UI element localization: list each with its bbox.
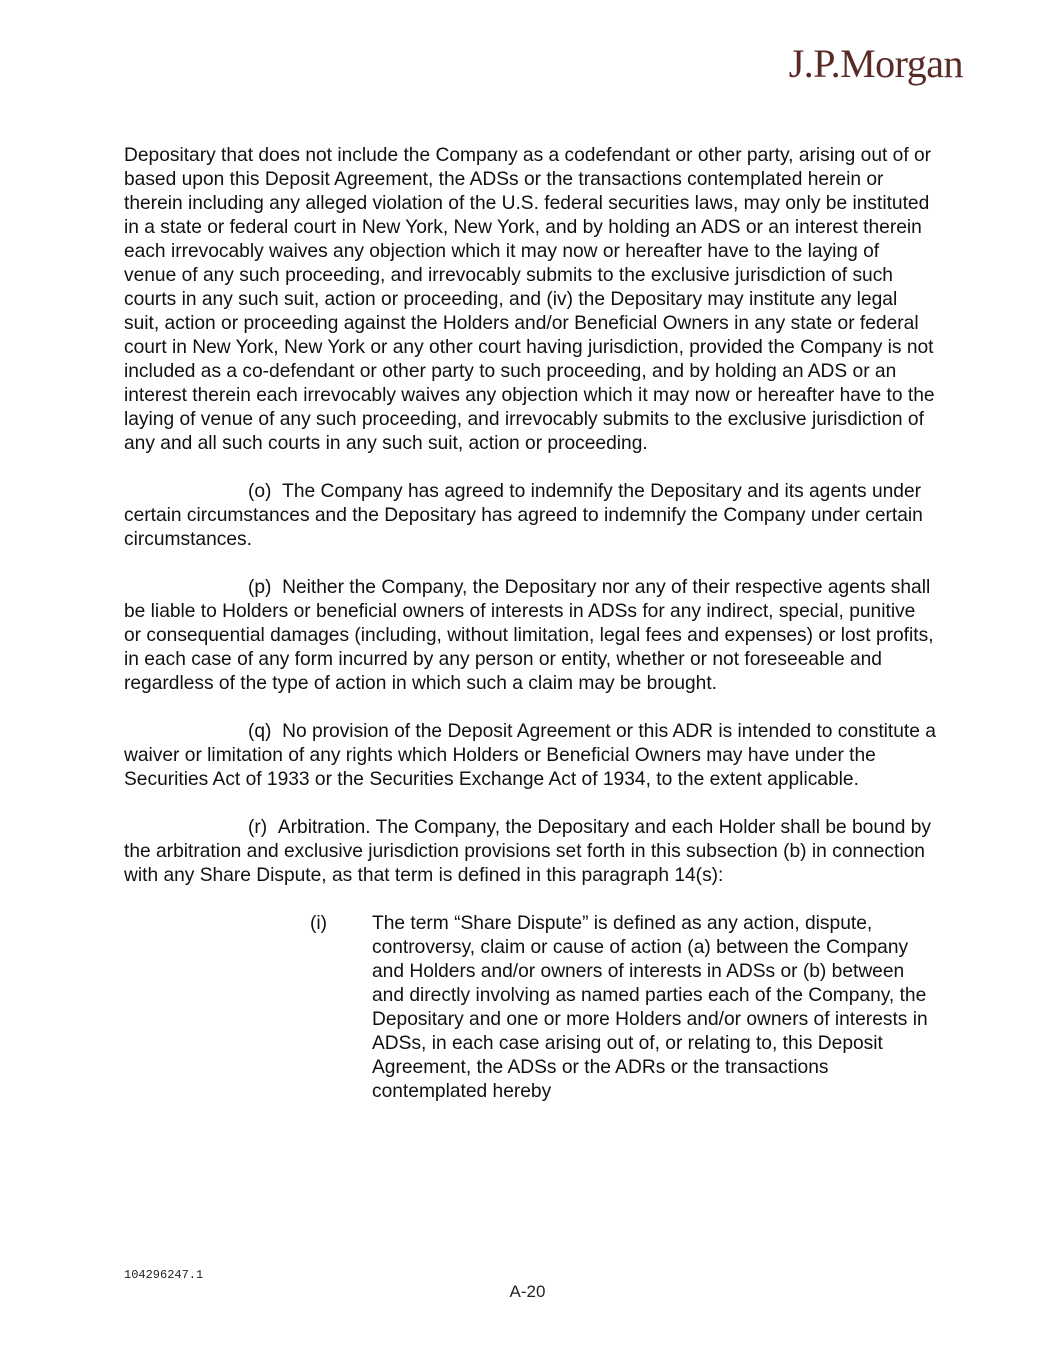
paragraph-p [124,576,936,696]
document-id: 104296247.1 [124,1268,204,1282]
paragraph-label: (r) [248,817,268,838]
continuation-paragraph: Depositary that does not include the Company as a codefendant or other party, arising out of or based upon this Deposit Agreement, the ADSs or the transactions contemplated herein or therein including any alleged violation of the U.S. federal securities laws, may only be instituted in a state or federal court in New York, New York, and by holding an ADS or an interest therein each irrevocably waives any objection which it may now or hereafter have to the laying of venue of any such proceeding, and irrevocably submits to the exclusive jurisdiction of such courts in any such suit, action or proceeding, and (iv) the Depositary may institute any legal suit, action or proceeding against the Holders and/or Beneficial Owners in any state or federal court in New York, New York or any other court having jurisdiction, provided the Company is not included as a co-defendant or other party to such proceeding, and by holding an ADS or an interest therein each irrevocably waives any objection which it may now or hereafter have to the laying of venue of any such proceeding, and irrevocably submits to the exclusive jurisdiction of any and all such courts in any such suit, action or proceeding. [124,145,935,454]
jpmorgan-logo: J.P.Morgan [788,41,963,86]
paragraph-text: No provision of the Deposit Agreement or this ADR is intended to constitute a waiver or limitation of any rights which Holders or Beneficial Owners may have under the Securities Act of 1933 or the Securities Exchange Act of 1934, to the extent applicable. [124,721,936,790]
paragraph-r [124,816,936,888]
paragraph-text: Neither the Company, the Depositary nor any of their respective agents shall be liable to Holders or beneficial owners of interests in ADSs for any indirect, special, punitive or consequential damages (including, without limitation, legal fees and expenses) or lost profits, in each case of any form incurred by any person or entity, whether or not foreseeable and regardless of the type of action in which such a claim may be brought. [124,577,934,694]
paragraph-label: (q) [248,721,272,742]
paragraph-label: (p) [248,577,272,598]
document-body [124,144,936,1104]
subitem-label: (i) [310,913,328,934]
page-number: A-20 [509,1282,546,1301]
paragraph-o [124,480,936,552]
subitem-text: The term “Share Dispute” is defined as any action, dispute, controversy, claim or cause of action (a) between the Company and Holders and/or owners of interests in ADSs or (b) between and directly involving as named parties each of the Company, the Depositary and one or more Holders and/or owners of interests in ADSs, in each case arising out of, or relating to, this Deposit Agreement, the ADSs or the ADRs or the transactions contemplated hereby [372,913,928,1102]
paragraph-label: (o) [248,481,272,502]
paragraph-text: Arbitration. The Company, the Depositary and each Holder shall be bound by the arbitration and exclusive jurisdiction provisions set forth in this subsection (b) in connection with any Share Dispute, as that term is defined in this paragraph 14(s): [124,817,931,886]
paragraph-text: The Company has agreed to indemnify the Depositary and its agents under certain circumstances and the Depositary has agreed to indemnify the Company under certain circumstances. [124,481,923,550]
subitem-i [310,912,936,1104]
paragraph-q [124,720,936,792]
